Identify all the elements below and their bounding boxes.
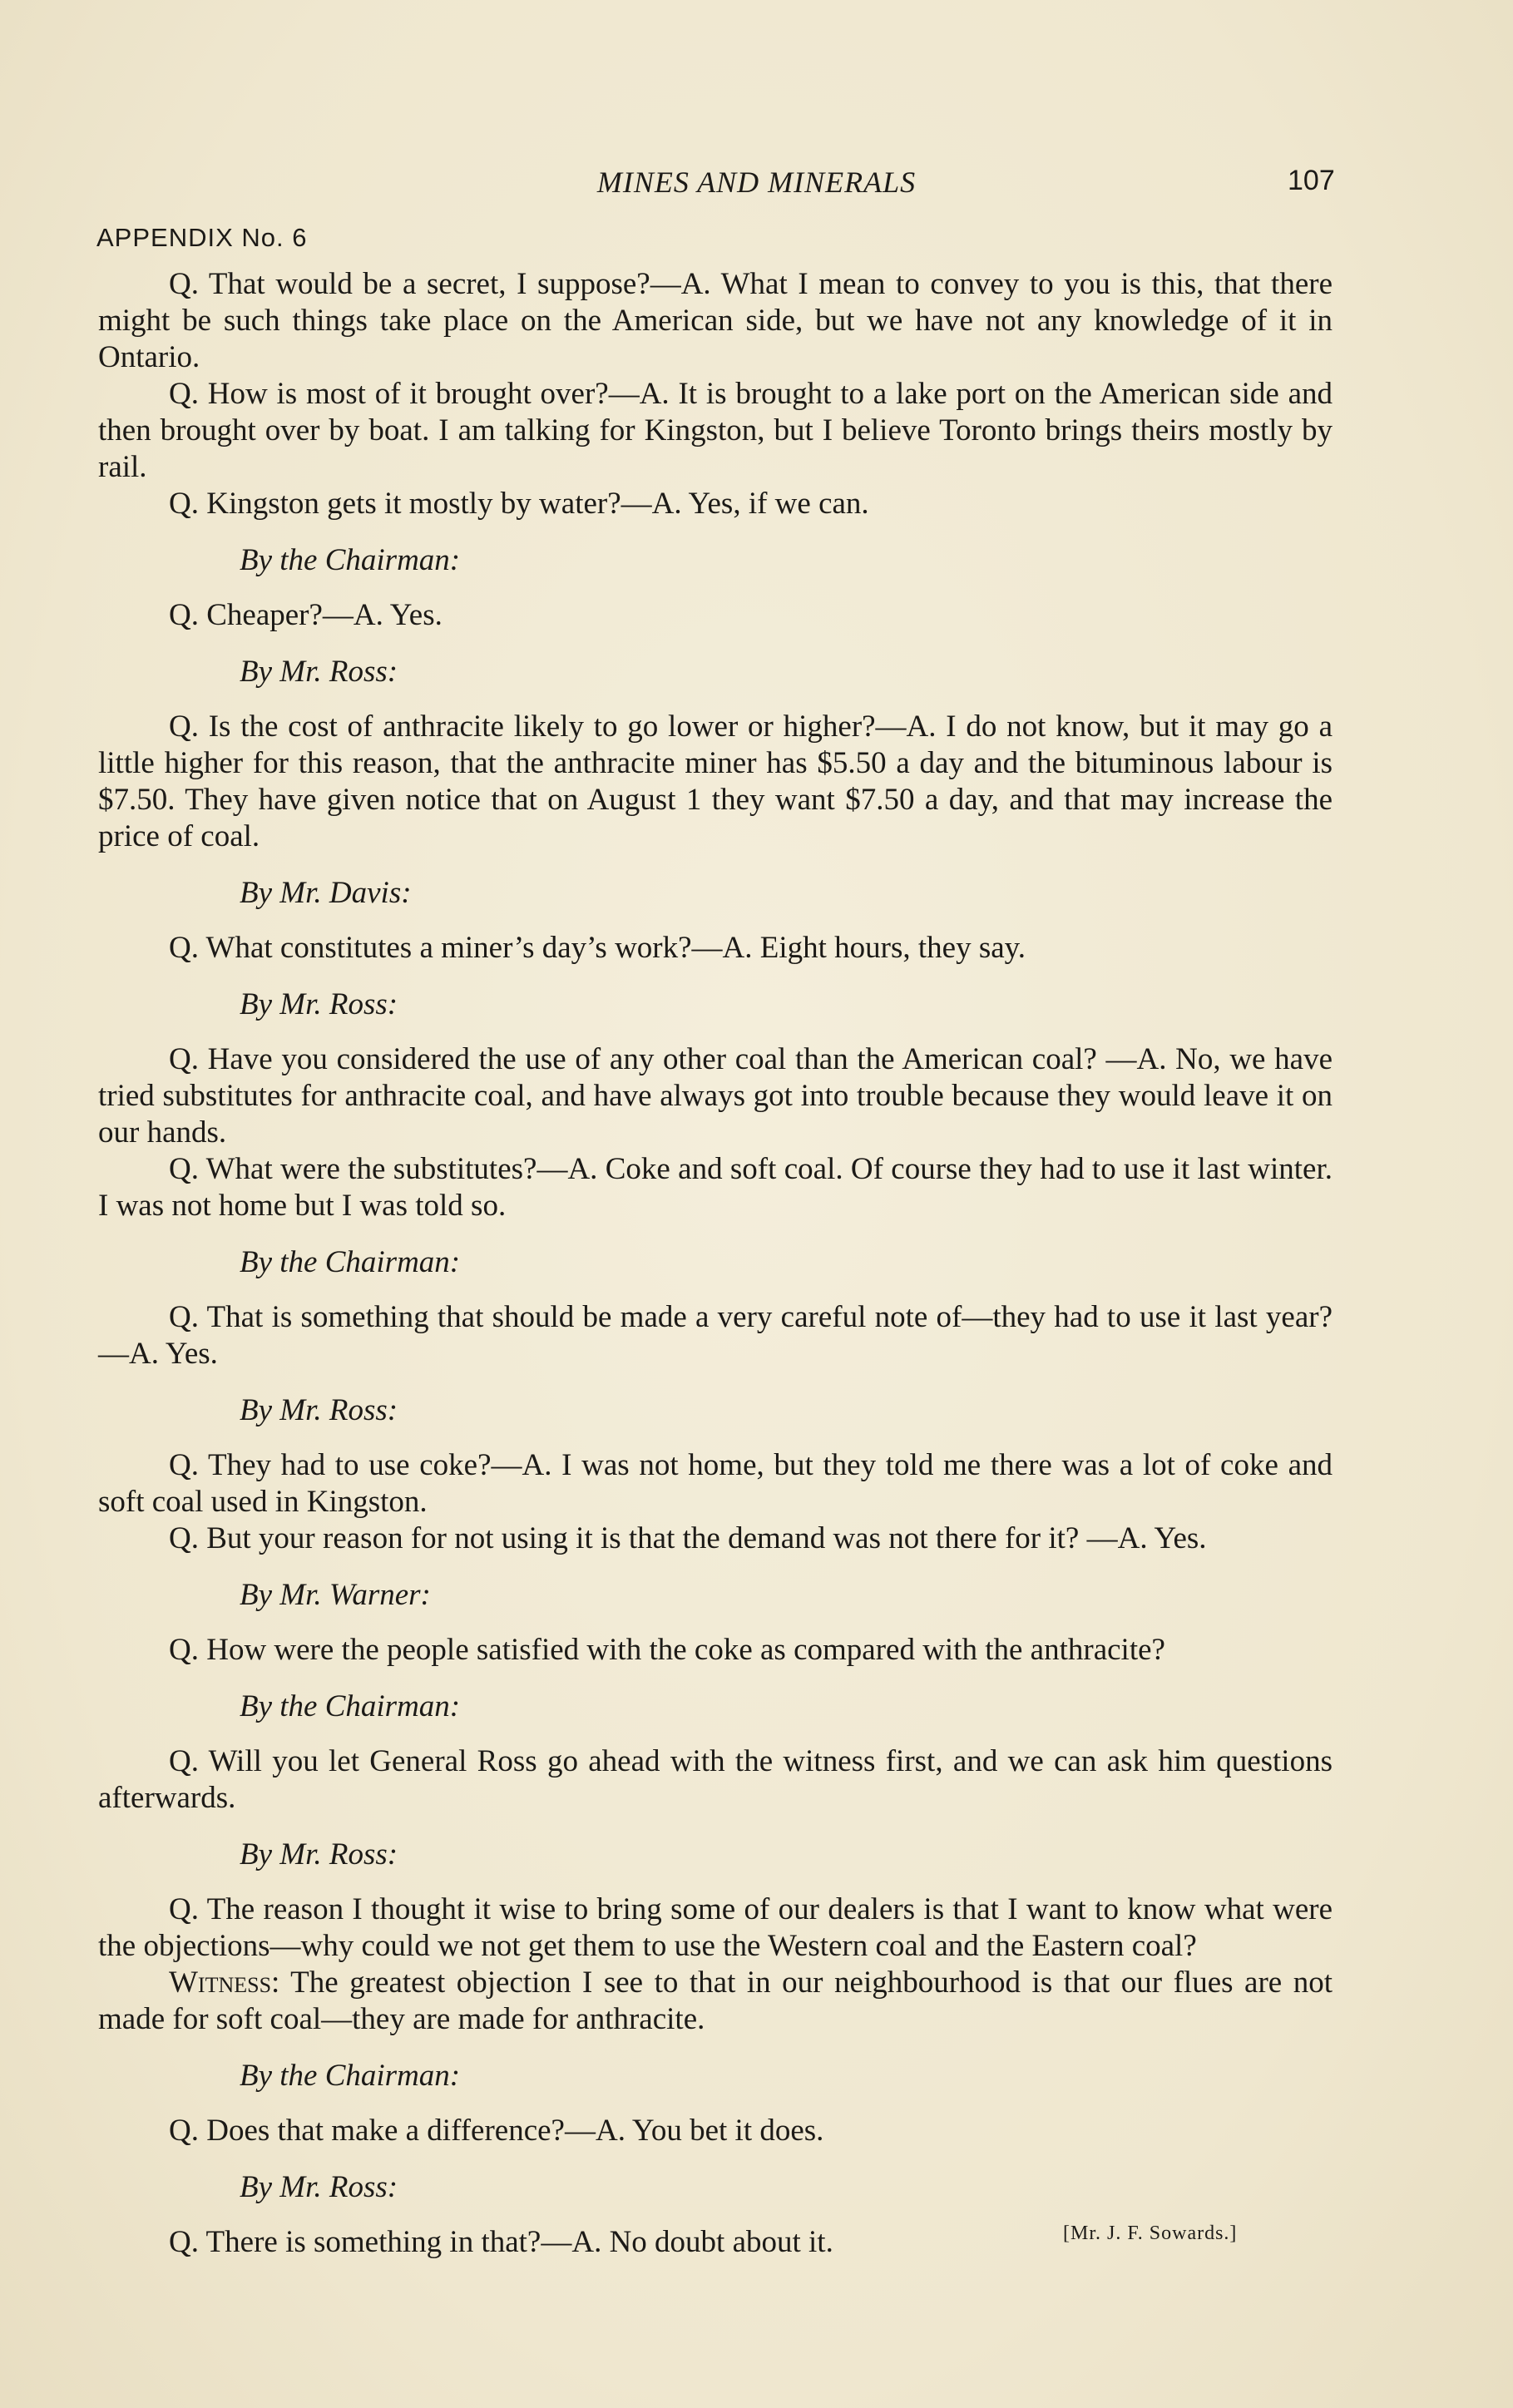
qa-paragraph: Q. They had to use coke?—A. I was not home, but they told me there was a lot of coke and soft coal used in Kingston.: [98, 1448, 1333, 1519]
qa-paragraph: Q. Cheaper?—A. Yes.: [169, 598, 443, 632]
speaker-heading: By Mr. Davis:: [240, 876, 412, 910]
running-title: MINES AND MINERALS: [596, 166, 917, 199]
speaker-heading: By Mr. Ross:: [240, 987, 398, 1021]
qa-paragraph: Q. Have you considered the use of any other coal than the American coal? —A. No, we have tried substitutes for anthracite coal, and have always got into trouble because they would leave it on our hands.: [98, 1042, 1333, 1150]
qa-paragraph: Q. How were the people satisfied with the coke as compared with the anthracite?: [169, 1633, 1165, 1667]
speaker-heading: By Mr. Ross:: [240, 1393, 398, 1427]
appendix-label: APPENDIX No. 6: [96, 223, 308, 252]
qa-paragraph: Q. How is most of it brought over?—A. It is brought to a lake port on the American side and then brought over by boat. I am talking for Kingston, but I believe Toronto brings theirs mostly by rail.: [98, 377, 1333, 484]
transcript-body: [98, 266, 1333, 2261]
qa-paragraph: Q. The reason I thought it wise to bring some of our dealers is that I want to know what were the objections—why could we not get them to use the Western coal and the Eastern coal?: [98, 1892, 1333, 1963]
speaker-heading: By the Chairman:: [240, 1689, 461, 1723]
speaker-heading: By Mr. Ross:: [240, 2170, 398, 2204]
qa-paragraph: Q. Does that make a difference?—A. You bet it does.: [169, 2114, 824, 2148]
qa-paragraph: Q. There is something in that?—A. No doubt about it.: [169, 2225, 833, 2259]
witness-text: : The greatest objection I see to that in our neighbourhood is that our flues are not made for soft coal—they are made for anthracite.: [98, 1965, 1333, 2036]
page-number: 107: [1288, 165, 1335, 196]
qa-paragraph: Q. Kingston gets it mostly by water?—A. Yes, if we can.: [169, 487, 869, 521]
speaker-heading: By the Chairman:: [240, 2059, 461, 2093]
witness-name-tag: [Mr. J. F. Sowards.]: [1063, 2223, 1238, 2244]
speaker-heading: By Mr. Ross:: [240, 655, 398, 689]
witness-paragraph: [98, 1965, 1333, 2038]
speaker-heading: By the Chairman:: [240, 1245, 461, 1279]
speaker-heading: By the Chairman:: [240, 543, 461, 577]
qa-paragraph: Q. Will you let General Ross go ahead with the witness first, and we can ask him questions afterwards.: [98, 1744, 1333, 1815]
qa-paragraph: Q. Is the cost of anthracite likely to go lower or higher?—A. I do not know, but it may go a little higher for this reason, that the anthracite miner has $5.50 a day and the bituminous labour is $7.50. They have given notice that on August 1 they want $7.50 a day, and that may increase the price of coal.: [98, 710, 1333, 853]
speaker-heading: By Mr. Warner:: [240, 1578, 431, 1612]
witness-label: Witness: [169, 1965, 272, 2000]
speaker-heading: By Mr. Ross:: [240, 1837, 398, 1872]
qa-paragraph: Q. But your reason for not using it is that the demand was not there for it? —A. Yes.: [169, 1521, 1207, 1555]
qa-paragraph: Q. What constitutes a miner’s day’s work?—A. Eight hours, they say.: [169, 931, 1026, 965]
qa-paragraph: Q. That would be a secret, I suppose?—A. What I mean to convey to you is this, that there might be such things take place on the American side, but we have not any knowledge of it in Ontario.: [98, 267, 1333, 374]
qa-paragraph: Q. What were the substitutes?—A. Coke and soft coal. Of course they had to use it last winter. I was not home but I was told so.: [98, 1152, 1333, 1223]
qa-paragraph: Q. That is something that should be made a very careful note of—they had to use it last year?—A. Yes.: [98, 1300, 1333, 1371]
